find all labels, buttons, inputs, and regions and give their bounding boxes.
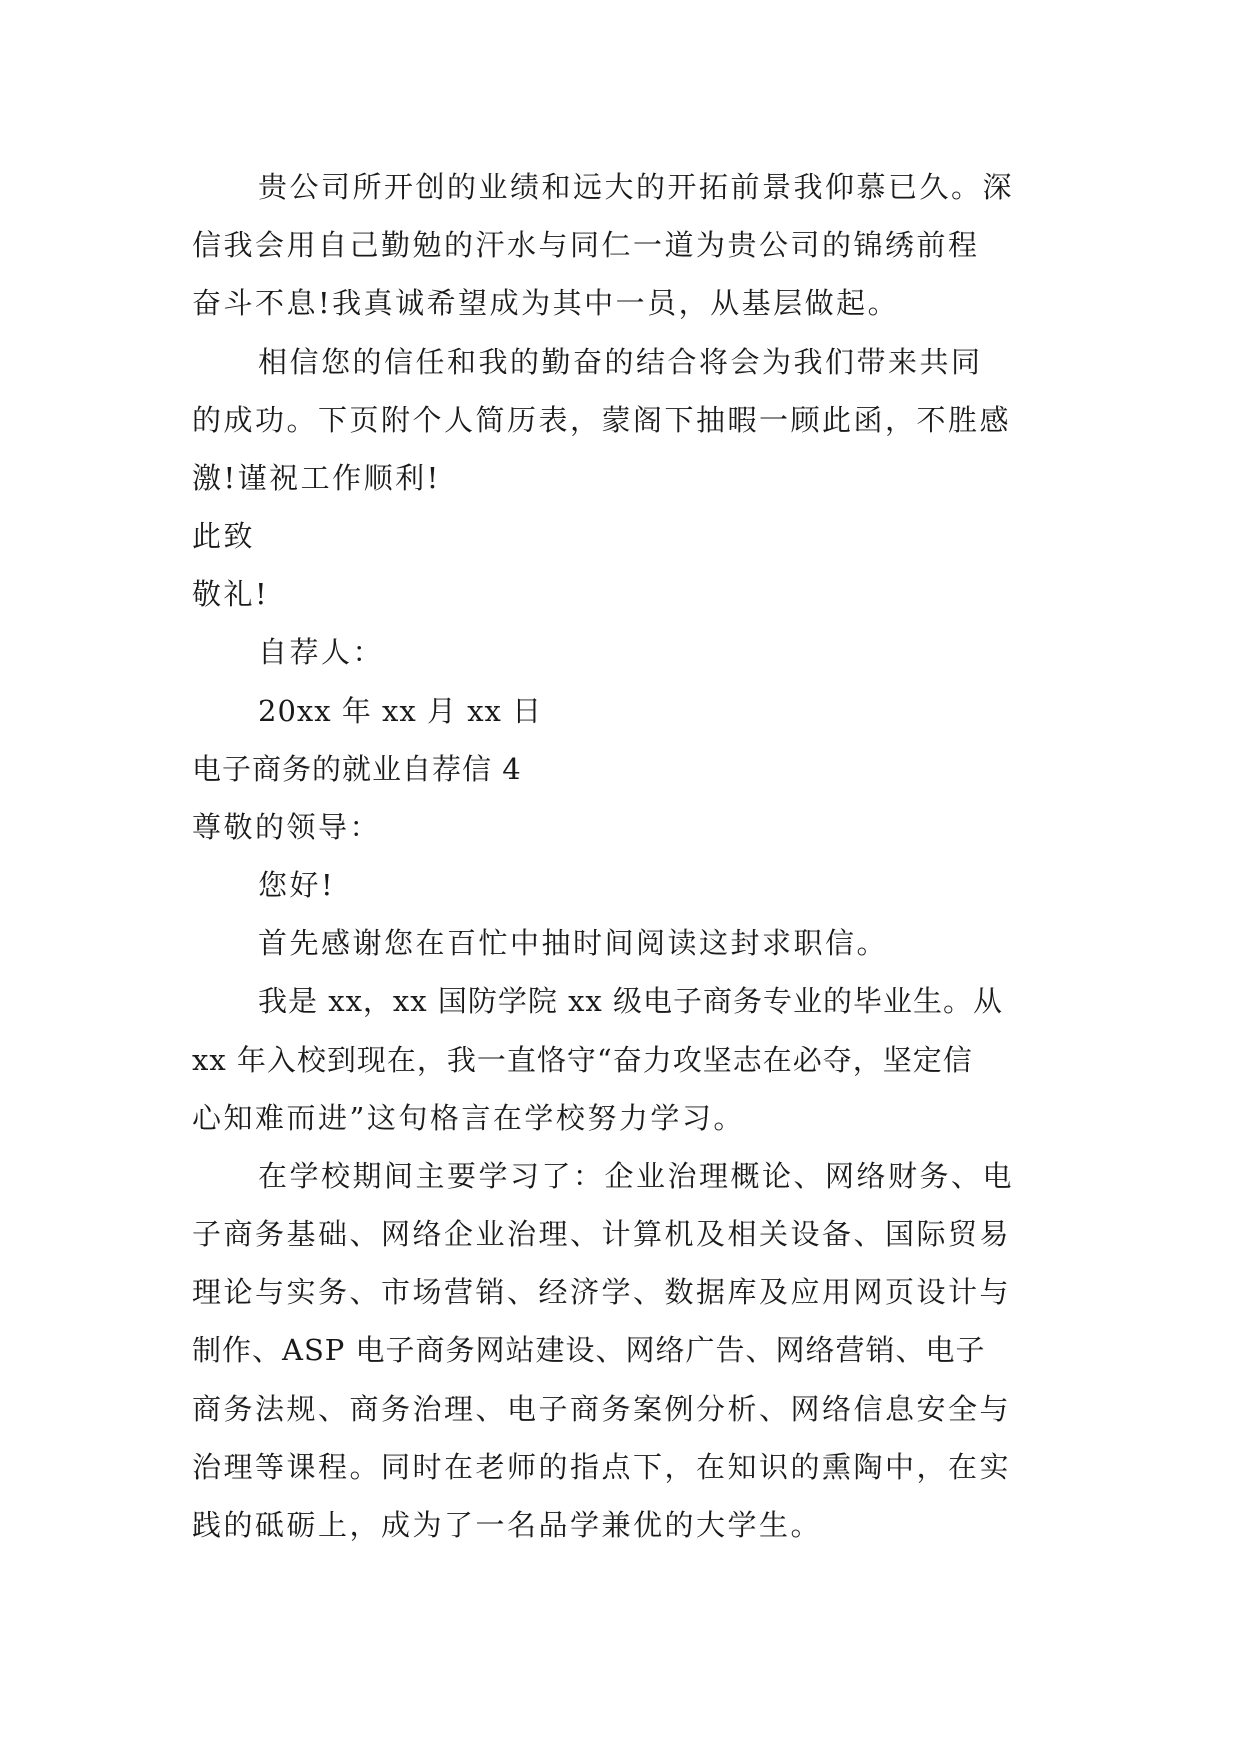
closing-salute: 敬礼! <box>192 577 270 611</box>
paragraph-line: 子商务基础、网络企业治理、计算机及相关设备、国际贸易 <box>192 1217 1012 1251</box>
paragraph-line: 信我会用自己勤勉的汗水与同仁一道为贵公司的锦绣前程 <box>192 228 980 262</box>
closing-line: 此致 <box>192 519 256 553</box>
paragraph-line: 我是 xx，xx 国防学院 xx 级电子商务专业的毕业生。从 <box>258 984 1004 1018</box>
paragraph-line: 治理等课程。同时在老师的指点下，在知识的熏陶中，在实 <box>192 1450 1012 1484</box>
salutation: 尊敬的领导： <box>192 810 382 844</box>
signature-label: 自荐人： <box>258 635 385 669</box>
paragraph-line: xx 年入校到现在，我一直恪守“奋力攻坚志在必夺，坚定信 <box>192 1043 973 1077</box>
paragraph-line: 践的砥砺上，成为了一名品学兼优的大学生。 <box>192 1508 823 1542</box>
section-title: 电子商务的就业自荐信 4 <box>192 752 522 786</box>
paragraph-line: 首先感谢您在百忙中抽时间阅读这封求职信。 <box>258 926 889 960</box>
paragraph-line: 制作、ASP 电子商务网站建设、网络广告、网络营销、电子 <box>192 1333 986 1367</box>
greeting: 您好! <box>258 868 336 902</box>
paragraph-line: 商务法规、商务治理、电子商务案例分析、网络信息安全与 <box>192 1392 1012 1426</box>
paragraph-line: 理论与实务、市场营销、经济学、数据库及应用网页设计与 <box>192 1275 1012 1309</box>
paragraph-line: 贵公司所开创的业绩和远大的开拓前景我仰慕已久。深 <box>258 170 1015 204</box>
paragraph-line: 的成功。下页附个人简历表，蒙阁下抽暇一顾此函，不胜感 <box>192 403 1012 437</box>
paragraph-line: 奋斗不息!我真诚希望成为其中一员，从基层做起。 <box>192 286 900 320</box>
paragraph-line: 在学校期间主要学习了：企业治理概论、网络财务、电 <box>258 1159 1015 1193</box>
paragraph-line: 相信您的信任和我的勤奋的结合将会为我们带来共同 <box>258 345 983 379</box>
paragraph-line: 激!谨祝工作顺利! <box>192 461 441 495</box>
paragraph-line: 心知难而进”这句格言在学校努力学习。 <box>192 1101 745 1135</box>
date-line: 20xx 年 xx 月 xx 日 <box>258 694 543 728</box>
